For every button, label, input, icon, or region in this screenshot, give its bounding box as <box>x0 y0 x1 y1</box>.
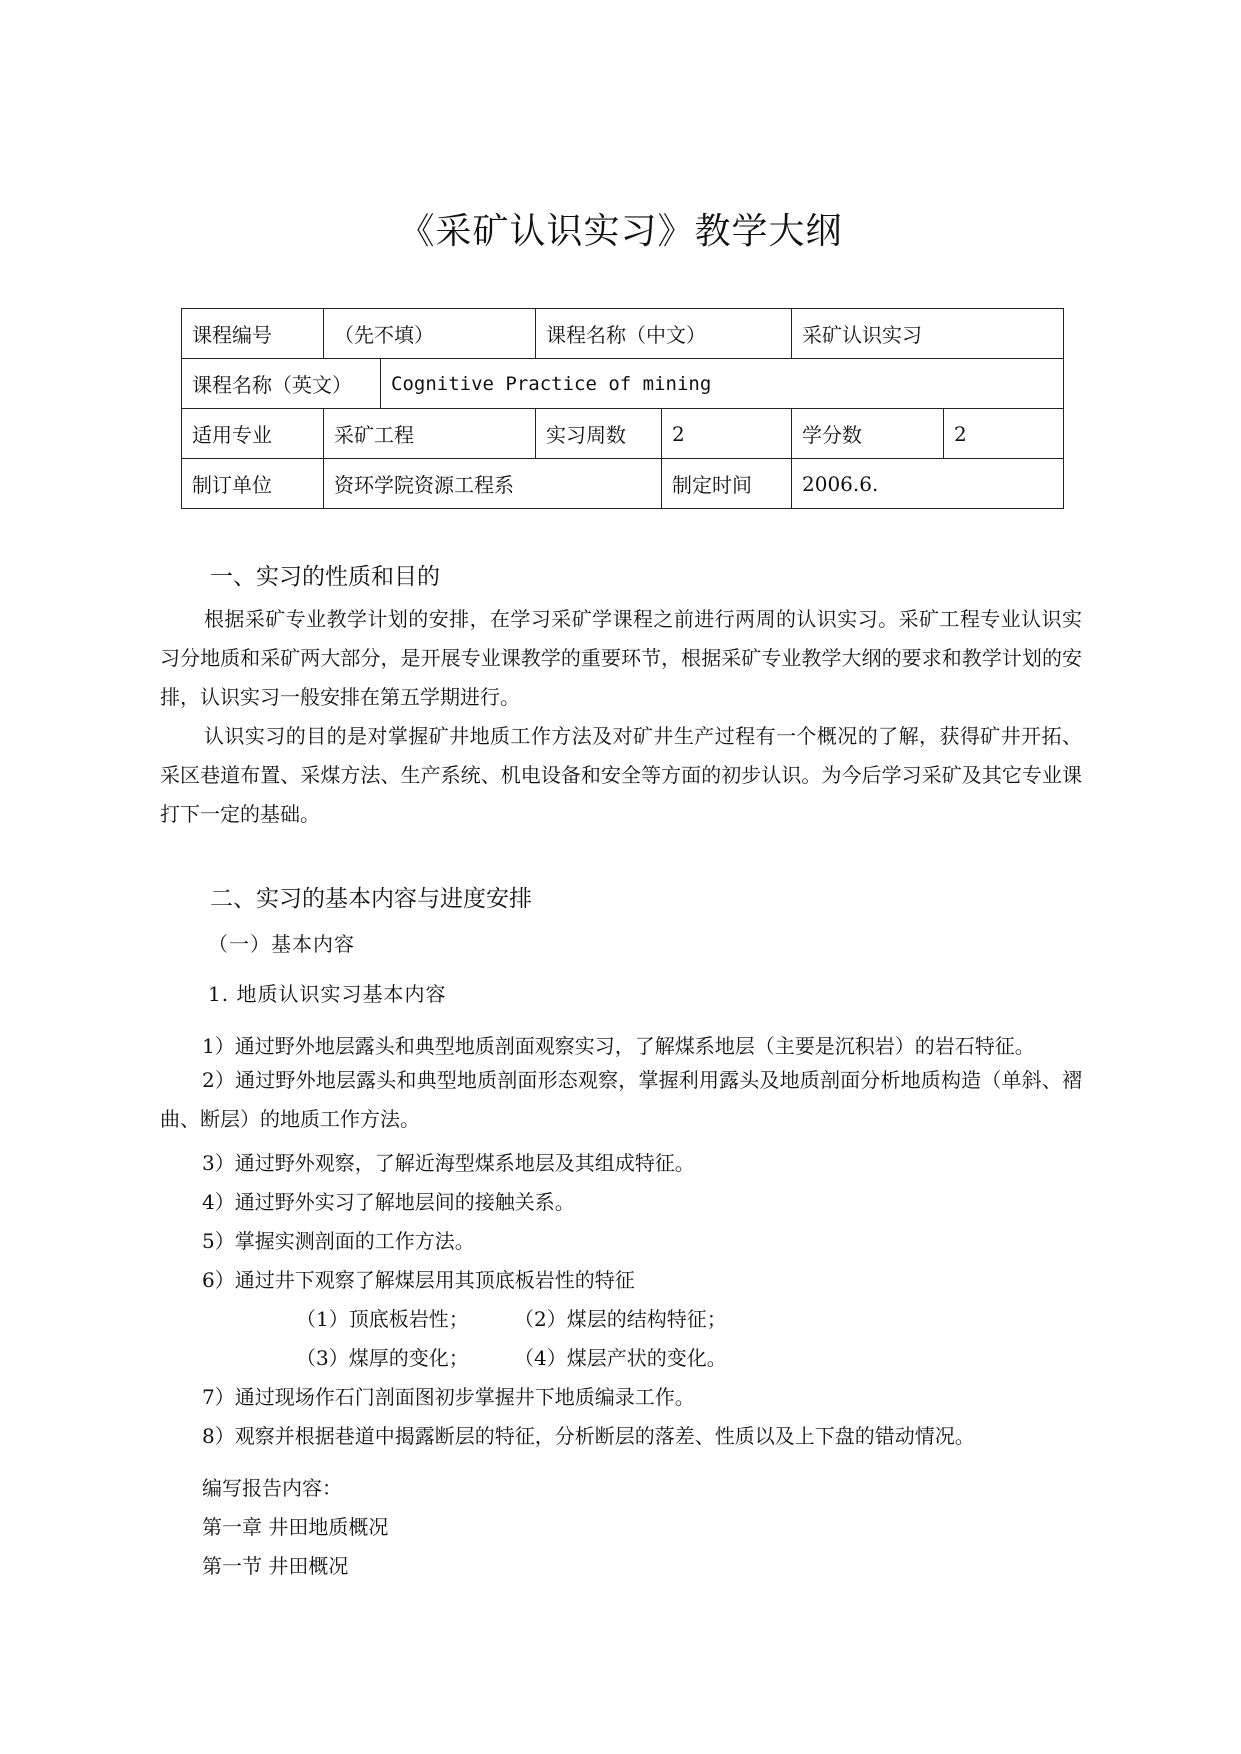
unit-value: 资环学院资源工程系 <box>324 459 662 509</box>
chapter-heading: 第一章 井田地质概况 <box>202 1515 389 1539</box>
section2-heading: 二、实习的基本内容与进度安排 <box>210 886 532 912</box>
course-name-en-value: Cognitive Practice of mining <box>381 359 1064 409</box>
course-name-en-label: 课程名称（英文） <box>182 359 381 409</box>
table-row <box>182 359 1064 409</box>
course-name-cn-label: 课程名称（中文） <box>536 309 792 359</box>
table-row <box>182 459 1064 509</box>
list-item: 1）通过野外地层露头和典型地质剖面观察实习，了解煤系地层（主要是沉积岩）的岩石特征。 <box>202 1034 1035 1058</box>
report-content-label: 编写报告内容： <box>202 1476 342 1500</box>
subsection-geology-content: 1. 地质认识实习基本内容 <box>208 982 447 1006</box>
unit-label: 制订单位 <box>182 459 324 509</box>
section1-heading: 一、实习的性质和目的 <box>210 564 440 590</box>
list-item: 8）观察并根据巷道中揭露断层的特征，分析断层的落差、性质以及上下盘的错动情况。 <box>202 1424 975 1448</box>
feature-item: （3）煤厚的变化； <box>296 1346 469 1370</box>
list-item: 6）通过井下观察了解煤层用其顶底板岩性的特征 <box>202 1268 635 1292</box>
table-row <box>182 309 1064 359</box>
date-label: 制定时间 <box>662 459 792 509</box>
section1-paragraph-1: 根据采矿专业教学计划的安排，在学习采矿学课程之前进行两周的认识实习。采矿工程专业认识实习分地质和采矿两大部分，是开展专业课教学的重要环节，根据采矿专业教学大纲的要求和教学计划的安排，认识实习一般安排在第五学期进行。 <box>160 607 1082 709</box>
course-code-label: 课程编号 <box>182 309 324 359</box>
course-name-cn-value: 采矿认识实习 <box>792 309 1064 359</box>
major-value: 采矿工程 <box>324 409 536 459</box>
credits-value: 2 <box>944 409 1064 459</box>
table-row <box>182 409 1064 459</box>
feature-item: （1）顶底板岩性； <box>296 1307 469 1331</box>
document-title: 《采矿认识实习》教学大纲 <box>398 211 843 252</box>
weeks-value: 2 <box>662 409 792 459</box>
list-item: 3）通过野外观察，了解近海型煤系地层及其组成特征。 <box>202 1151 695 1175</box>
subsection-basic-content: （一）基本内容 <box>208 932 355 956</box>
section-heading: 第一节 井田概况 <box>202 1554 349 1578</box>
credits-label: 学分数 <box>792 409 944 459</box>
major-label: 适用专业 <box>182 409 324 459</box>
list-item: 4）通过野外实习了解地层间的接触关系。 <box>202 1190 575 1214</box>
feature-item: （4）煤层产状的变化。 <box>514 1346 727 1370</box>
course-code-value: （先不填） <box>324 309 536 359</box>
feature-item: （2）煤层的结构特征； <box>514 1307 727 1331</box>
list-item: 5）掌握实测剖面的工作方法。 <box>202 1229 475 1253</box>
list-item: 2）通过野外地层露头和典型地质剖面形态观察，掌握利用露头及地质剖面分析地质构造（单斜、褶曲、断层）的地质工作方法。 <box>160 1068 1082 1131</box>
course-info-table <box>181 308 1064 509</box>
weeks-label: 实习周数 <box>536 409 662 459</box>
list-item: 7）通过现场作石门剖面图初步掌握井下地质编录工作。 <box>202 1385 695 1409</box>
date-value: 2006.6. <box>792 459 1064 509</box>
section1-paragraph-2: 认识实习的目的是对掌握矿井地质工作方法及对矿井生产过程有一个概况的了解，获得矿井开拓、采区巷道布置、采煤方法、生产系统、机电设备和安全等方面的初步认识。为今后学习采矿及其它专业课打下一定的基础。 <box>160 724 1082 826</box>
